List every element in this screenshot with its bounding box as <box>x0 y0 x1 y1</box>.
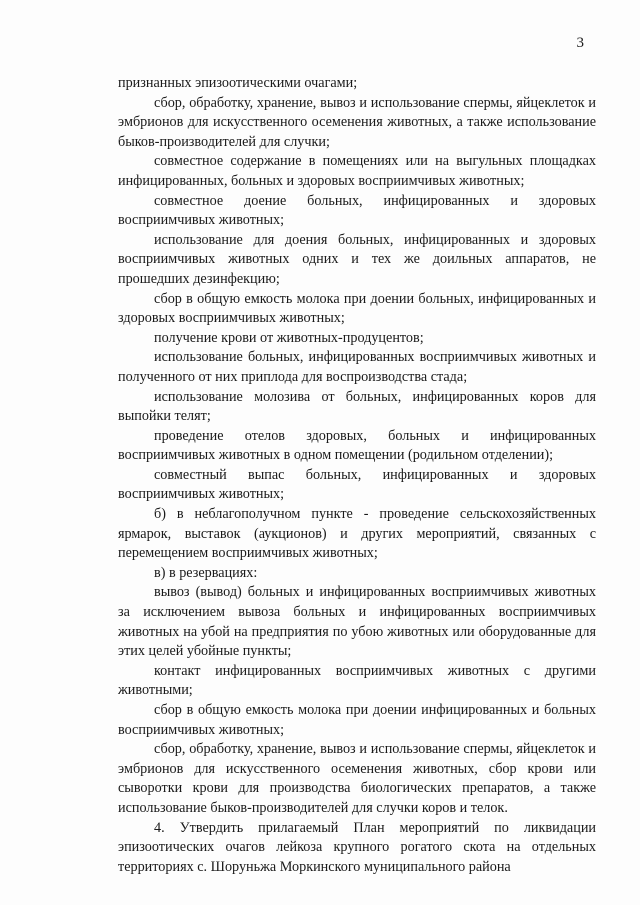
document-body <box>118 74 596 877</box>
paragraph-13: в) в резервациях: <box>154 564 258 581</box>
paragraph-18: 4. Утвердить прилагаемый План мероприятий по ликвидации эпизоотических очагов лейкоза крупного рогатого скота на отдельных территориях с. Шоруньжа Моркинского муниципального района <box>118 819 596 875</box>
paragraph-17: сбор, обработку, хранение, вывоз и использование спермы, яйцеклеток и эмбрионов для искусственного осеменения животных, сбор крови или сыворотки крови для производства биологических препаратов, а также использование быков-производителей для случки коров и телок. <box>118 741 596 816</box>
paragraph-2: сбор, обработку, хранение, вывоз и использование спермы, яйцеклеток и эмбрионов для искусственного осеменения животных, а также использование быков-производителей для случки; <box>118 94 596 150</box>
paragraph-9: использование молозива от больных, инфицированных коров для выпойки телят; <box>118 388 596 425</box>
paragraph-11: совместный выпас больных, инфицированных и здоровых восприимчивых животных; <box>118 466 596 503</box>
paragraph-3: совместное содержание в помещениях или на выгульных площадках инфицированных, больных и здоровых восприимчивых животных; <box>118 153 596 189</box>
paragraph-4: совместное доение больных, инфицированных и здоровых восприимчивых животных; <box>118 192 596 229</box>
paragraph-14: вывоз (вывод) больных и инфицированных восприимчивых животных за исключением вывоза больных и инфицированных восприимчивых животных на убой на предприятия по убою животных или оборудованные для этих целей убойные пункты; <box>118 584 596 660</box>
paragraph-12: б) в неблагополучном пункте - проведение сельскохозяйственных ярмарок, выставок (аукционов) и других мероприятий, связанных с перемещением восприимчивых животных; <box>118 506 596 562</box>
paragraph-1: признанных эпизоотическими очагами; <box>118 75 358 91</box>
page-number: 3 <box>576 35 584 51</box>
paragraph-8: использование больных, инфицированных восприимчивых животных и полученного от них приплода для воспроизводства стада; <box>118 349 596 385</box>
paragraph-16: сбор в общую емкость молока при доении инфицированных и больных восприимчивых животных; <box>118 702 596 738</box>
paragraph-15: контакт инфицированных восприимчивых животных с другими животными; <box>118 662 596 699</box>
paragraph-5: использование для доения больных, инфицированных и здоровых восприимчивых животных одних и тех же доильных аппаратов, не прошедших дезинфекцию; <box>118 231 596 287</box>
paragraph-6: сбор в общую емкость молока при доении больных, инфицированных и здоровых восприимчивых животных; <box>118 290 596 327</box>
paragraph-10: проведение отелов здоровых, больных и инфицированных восприимчивых животных в одном помещении (родильном отделении); <box>118 427 596 464</box>
paragraph-7: получение крови от животных-продуцентов; <box>154 329 424 346</box>
